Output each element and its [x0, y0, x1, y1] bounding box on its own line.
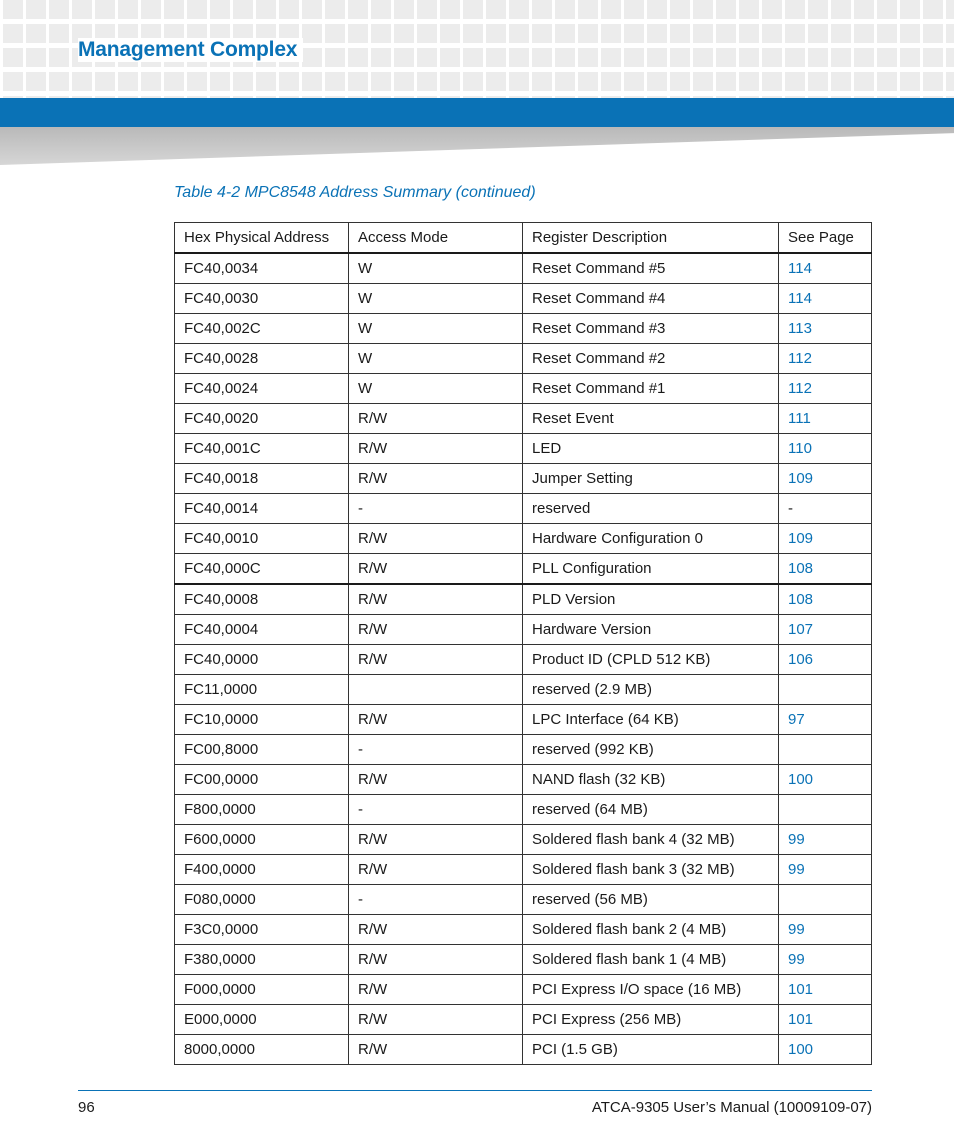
cell-see-page[interactable]: 101: [779, 1005, 872, 1035]
cell-see-page[interactable]: 109: [779, 524, 872, 554]
table-row: [175, 253, 872, 284]
cell-description: Soldered flash bank 2 (4 MB): [523, 915, 779, 945]
cell-see-page[interactable]: 99: [779, 945, 872, 975]
column-header-address: Hex Physical Address: [175, 223, 349, 254]
cell-description: Soldered flash bank 4 (32 MB): [523, 825, 779, 855]
cell-address: FC40,0004: [175, 615, 349, 645]
cell-description: Product ID (CPLD 512 KB): [523, 645, 779, 675]
table-row: [175, 675, 872, 705]
table-row: [175, 314, 872, 344]
cell-access-mode: R/W: [349, 584, 523, 615]
cell-description: Reset Command #4: [523, 284, 779, 314]
cell-see-page[interactable]: 106: [779, 645, 872, 675]
cell-access-mode: R/W: [349, 554, 523, 585]
table-header-row: [175, 223, 872, 254]
cell-access-mode: W: [349, 374, 523, 404]
cell-description: PLL Configuration: [523, 554, 779, 585]
cell-description: PCI (1.5 GB): [523, 1035, 779, 1065]
cell-address: E000,0000: [175, 1005, 349, 1035]
page-number: 96: [78, 1099, 95, 1116]
cell-address: FC10,0000: [175, 705, 349, 735]
cell-description: PCI Express (256 MB): [523, 1005, 779, 1035]
cell-see-page: [779, 675, 872, 705]
cell-see-page: [779, 795, 872, 825]
cell-address: FC40,002C: [175, 314, 349, 344]
cell-access-mode: R/W: [349, 1005, 523, 1035]
table-row: [175, 494, 872, 524]
cell-description: reserved (992 KB): [523, 735, 779, 765]
cell-access-mode: W: [349, 284, 523, 314]
cell-access-mode: R/W: [349, 1035, 523, 1065]
cell-address: FC00,8000: [175, 735, 349, 765]
cell-description: Soldered flash bank 1 (4 MB): [523, 945, 779, 975]
cell-access-mode: R/W: [349, 855, 523, 885]
cell-address: F800,0000: [175, 795, 349, 825]
table-row: [175, 344, 872, 374]
cell-access-mode: R/W: [349, 464, 523, 494]
cell-see-page[interactable]: 110: [779, 434, 872, 464]
column-header-description: Register Description: [523, 223, 779, 254]
cell-address: FC40,0000: [175, 645, 349, 675]
cell-see-page[interactable]: 112: [779, 344, 872, 374]
table-row: [175, 1005, 872, 1035]
cell-access-mode: W: [349, 314, 523, 344]
table-row: [175, 645, 872, 675]
cell-see-page[interactable]: 112: [779, 374, 872, 404]
cell-description: LED: [523, 434, 779, 464]
table-body: [175, 253, 872, 1065]
cell-see-page[interactable]: 100: [779, 1035, 872, 1065]
cell-address: FC40,0034: [175, 253, 349, 284]
cell-description: Reset Command #5: [523, 253, 779, 284]
cell-description: Hardware Configuration 0: [523, 524, 779, 554]
cell-access-mode: W: [349, 344, 523, 374]
cell-see-page[interactable]: 108: [779, 584, 872, 615]
cell-access-mode: [349, 675, 523, 705]
table-row: [175, 524, 872, 554]
table-caption: Table 4-2 MPC8548 Address Summary (continued): [174, 184, 536, 201]
table-row: [175, 855, 872, 885]
cell-see-page[interactable]: 99: [779, 855, 872, 885]
cell-address: FC40,001C: [175, 434, 349, 464]
cell-see-page[interactable]: 109: [779, 464, 872, 494]
cell-description: Reset Command #2: [523, 344, 779, 374]
cell-description: NAND flash (32 KB): [523, 765, 779, 795]
cell-description: reserved: [523, 494, 779, 524]
table-row: [175, 735, 872, 765]
cell-address: FC40,0024: [175, 374, 349, 404]
cell-description: reserved (64 MB): [523, 795, 779, 825]
cell-address: FC40,0020: [175, 404, 349, 434]
table-row: [175, 584, 872, 615]
cell-address: FC40,0030: [175, 284, 349, 314]
table-row: [175, 374, 872, 404]
cell-address: 8000,0000: [175, 1035, 349, 1065]
cell-description: Reset Event: [523, 404, 779, 434]
cell-see-page[interactable]: 108: [779, 554, 872, 585]
table-row: [175, 945, 872, 975]
header-grey-wedge: [0, 127, 954, 165]
column-header-access-mode: Access Mode: [349, 223, 523, 254]
cell-address: FC40,0028: [175, 344, 349, 374]
cell-address: F3C0,0000: [175, 915, 349, 945]
cell-description: Reset Command #3: [523, 314, 779, 344]
cell-address: F380,0000: [175, 945, 349, 975]
manual-title: ATCA-9305 User’s Manual (10009109-07): [591, 1099, 872, 1116]
cell-address: FC40,0018: [175, 464, 349, 494]
cell-address: FC40,000C: [175, 554, 349, 585]
table-row: [175, 825, 872, 855]
cell-description: Jumper Setting: [523, 464, 779, 494]
table-row: [175, 464, 872, 494]
cell-access-mode: R/W: [349, 645, 523, 675]
table-row: [175, 885, 872, 915]
cell-description: Soldered flash bank 3 (32 MB): [523, 855, 779, 885]
cell-address: F000,0000: [175, 975, 349, 1005]
cell-description: Reset Command #1: [523, 374, 779, 404]
cell-description: PCI Express I/O space (16 MB): [523, 975, 779, 1005]
table-row: [175, 615, 872, 645]
cell-access-mode: -: [349, 795, 523, 825]
cell-access-mode: R/W: [349, 615, 523, 645]
cell-address: F080,0000: [175, 885, 349, 915]
cell-see-page: [779, 885, 872, 915]
cell-see-page[interactable]: 100: [779, 765, 872, 795]
cell-see-page[interactable]: 107: [779, 615, 872, 645]
address-summary-table: [174, 222, 872, 1065]
cell-see-page: [779, 735, 872, 765]
cell-access-mode: R/W: [349, 434, 523, 464]
cell-address: FC11,0000: [175, 675, 349, 705]
cell-description: PLD Version: [523, 584, 779, 615]
cell-access-mode: R/W: [349, 765, 523, 795]
cell-address: F400,0000: [175, 855, 349, 885]
table-row: [175, 705, 872, 735]
cell-access-mode: R/W: [349, 404, 523, 434]
column-header-see-page: See Page: [779, 223, 872, 254]
cell-access-mode: -: [349, 735, 523, 765]
cell-see-page[interactable]: 114: [779, 284, 872, 314]
cell-access-mode: R/W: [349, 975, 523, 1005]
table-row: [175, 795, 872, 825]
cell-see-page[interactable]: 101: [779, 975, 872, 1005]
section-title: Management Complex: [78, 38, 303, 62]
cell-access-mode: R/W: [349, 705, 523, 735]
cell-address: F600,0000: [175, 825, 349, 855]
footer-rule: [78, 1090, 872, 1091]
cell-description: reserved (2.9 MB): [523, 675, 779, 705]
table-row: [175, 404, 872, 434]
cell-see-page[interactable]: 97: [779, 705, 872, 735]
table-row: [175, 765, 872, 795]
cell-access-mode: -: [349, 885, 523, 915]
table-row: [175, 975, 872, 1005]
table-row: [175, 1035, 872, 1065]
header-blue-band: [0, 98, 954, 127]
cell-access-mode: W: [349, 253, 523, 284]
cell-description: Hardware Version: [523, 615, 779, 645]
cell-see-page[interactable]: 113: [779, 314, 872, 344]
cell-description: LPC Interface (64 KB): [523, 705, 779, 735]
cell-access-mode: -: [349, 494, 523, 524]
table-row: [175, 554, 872, 585]
cell-address: FC40,0010: [175, 524, 349, 554]
cell-access-mode: R/W: [349, 915, 523, 945]
cell-see-page[interactable]: 114: [779, 253, 872, 284]
cell-access-mode: R/W: [349, 825, 523, 855]
cell-see-page: -: [779, 494, 872, 524]
table-row: [175, 284, 872, 314]
cell-access-mode: R/W: [349, 945, 523, 975]
cell-address: FC40,0014: [175, 494, 349, 524]
cell-description: reserved (56 MB): [523, 885, 779, 915]
table-row: [175, 915, 872, 945]
table-row: [175, 434, 872, 464]
cell-access-mode: R/W: [349, 524, 523, 554]
cell-address: FC00,0000: [175, 765, 349, 795]
cell-see-page[interactable]: 99: [779, 915, 872, 945]
cell-see-page[interactable]: 111: [779, 404, 872, 434]
cell-address: FC40,0008: [175, 584, 349, 615]
cell-see-page[interactable]: 99: [779, 825, 872, 855]
